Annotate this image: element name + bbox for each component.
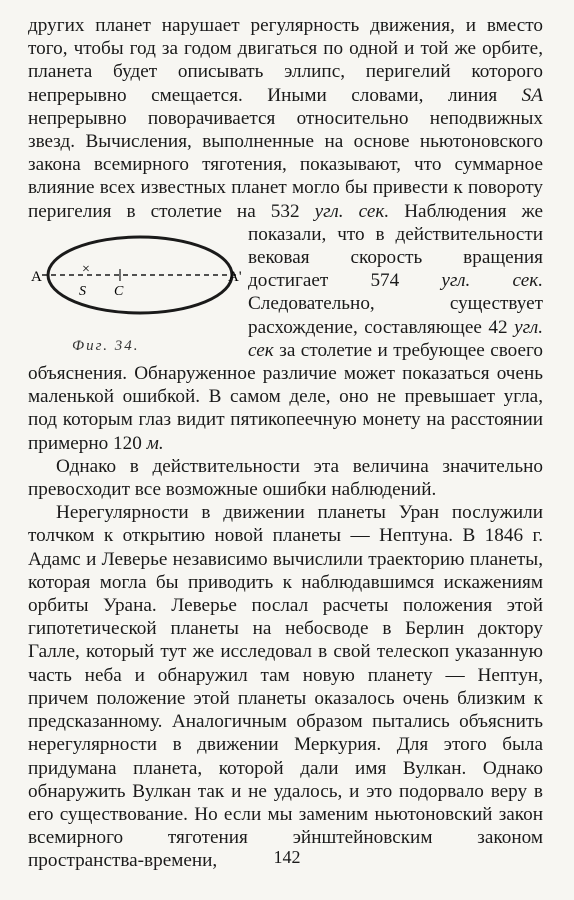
italic-run: угл. сек. [314, 200, 390, 222]
text-run: Следовательно, существует расхождение, составляющее 42 [248, 293, 543, 338]
text-run: Наблюдения же показали, что в действительности вековая скорость вращения достигает 574 [248, 200, 544, 292]
text-run: непрерывно поворачивается относительно неподвижных звезд. Вычисления, выполненные на основе ньютоновского закона всемирного тяготения, показывают, что суммарное влияние всех известных планет могло бы привести к повороту перигелия в столетие на 532 [28, 107, 543, 222]
italic-run: угл. сек. [441, 270, 544, 292]
text-run: других планет нарушает регулярность движения, и вместо того, чтобы год за годом двигаться по одной и той же орбите, планета будет описывать эллипс, перигелий которого непрерывно смещается. Иными словами, линия [28, 15, 543, 106]
italic-run: SA [521, 84, 543, 106]
page-number: 142 [273, 847, 301, 867]
page-text [28, 14, 543, 873]
italic-run: угл. сек [248, 316, 543, 361]
text-run: за столетие и требующее своего объяснения. Обнаруженное различие может показаться очень маленькой ошибкой. В самом деле, оно не превышает угла, под которым глаз видит пятикопеечную монету на расстоянии примерно 120 [28, 339, 543, 454]
focus-mark: × [82, 261, 90, 277]
label-a: A [31, 268, 42, 285]
paragraph-2: Однако в действительности эта величина значительно превосходит все возможные ошибки наблюдений. [28, 455, 543, 501]
label-s: S [79, 283, 86, 299]
paragraph-3: Нерегулярности в движении планеты Уран послужили толчком к открытию новой планеты — Нептуна. В 1846 г. Адамс и Леверье независимо вычислили траекторию планеты, которая могла бы приводить к наблюдавшимся искажениям орбиты Урана. Леверье послал расчеты положения этой гипотетической планеты на небосводе в Берлин доктору Галле, который тут же исследовал в свой телескоп указанную часть неба и обнаружил там новую планету — Нептун, причем положение этой планеты оказалось очень близким к предсказанному. Аналогичным образом пытались объяснить нерегулярности в движении Меркурия. Для этого была придумана планета, которой дали имя Вулкан. Однако обнаружить Вулкан так и не удалось, и это подорвало веру в его существование. Но если мы заменим ньютоновский закон всемирного тяготения эйнштейновским законом пространства-времени, [28, 502, 543, 872]
paragraph-1 [28, 14, 543, 455]
figure-34 [28, 223, 240, 361]
label-a-prime: A' [228, 268, 242, 285]
label-c: C [114, 283, 124, 299]
figure-caption: Фиг. 34. [72, 337, 140, 354]
italic-run: м. [146, 432, 164, 454]
